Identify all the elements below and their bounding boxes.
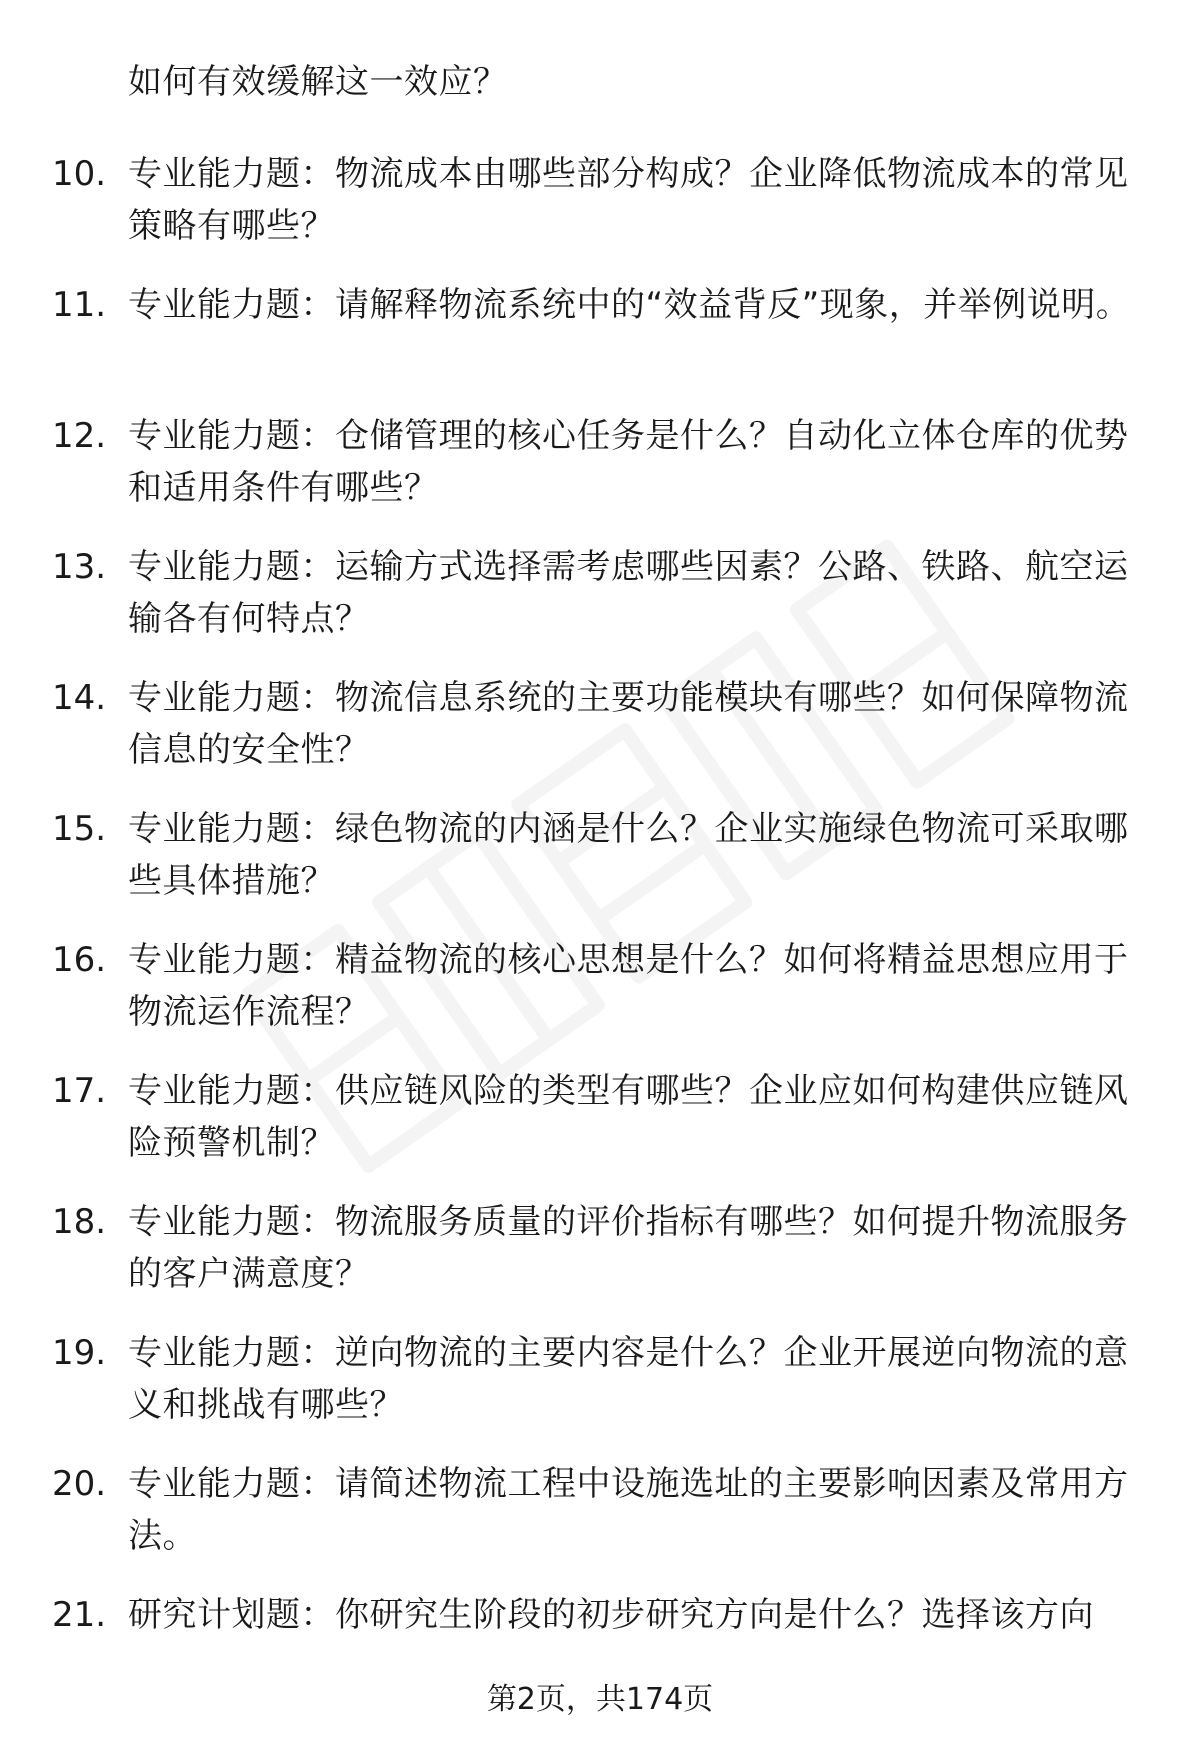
question-item [0, 934, 1200, 1065]
question-number: 13. [52, 547, 107, 587]
question-text: 研究计划题：你研究生阶段的初步研究方向是什么？选择该方向 [128, 1595, 1094, 1635]
question-text: 专业能力题：请简述物流工程中设施选址的主要影响因素及常用方法。 [128, 1464, 1129, 1556]
question-number: 21. [52, 1595, 107, 1635]
question-number: 18. [52, 1202, 107, 1242]
question-item [0, 1458, 1200, 1589]
question-item [0, 803, 1200, 934]
question-item [0, 1327, 1200, 1458]
question-number: 17. [52, 1071, 107, 1111]
question-item [0, 541, 1200, 672]
question-text: 专业能力题：请解释物流系统中的“效益背反”现象，并举例说明。 [128, 285, 1131, 325]
question-number: 11. [52, 285, 107, 325]
question-list [0, 148, 1200, 1720]
question-text: 专业能力题：运输方式选择需考虑哪些因素？公路、铁路、航空运输各有何特点？ [128, 547, 1129, 639]
question-item [0, 1065, 1200, 1196]
page-number-label: 第2页，共174页 [486, 1682, 714, 1717]
question-text: 专业能力题：物流信息系统的主要功能模块有哪些？如何保障物流信息的安全性？ [128, 678, 1129, 770]
question-text: 专业能力题：物流服务质量的评价指标有哪些？如何提升物流服务的客户满意度？ [128, 1202, 1129, 1294]
question-item [0, 410, 1200, 541]
question-number: 10. [52, 154, 107, 194]
question-text: 专业能力题：精益物流的核心思想是什么？如何将精益思想应用于物流运作流程？ [128, 940, 1129, 1032]
question-text: 专业能力题：供应链风险的类型有哪些？企业应如何构建供应链风险预警机制？ [128, 1071, 1129, 1163]
question-number: 14. [52, 678, 107, 718]
question-item [0, 672, 1200, 803]
question-text: 专业能力题：物流成本由哪些部分构成？企业降低物流成本的常见策略有哪些？ [128, 154, 1129, 246]
question-text: 专业能力题：绿色物流的内涵是什么？企业实施绿色物流可采取哪些具体措施？ [128, 809, 1129, 901]
question-number: 20. [52, 1464, 107, 1504]
question-text: 专业能力题：仓储管理的核心任务是什么？自动化立体仓库的优势和适用条件有哪些？ [128, 416, 1129, 508]
continuation-line: 如何有效缓解这一效应？ [128, 62, 508, 102]
question-text: 专业能力题：逆向物流的主要内容是什么？企业开展逆向物流的意义和挑战有哪些？ [128, 1333, 1129, 1425]
question-number: 16. [52, 940, 107, 980]
question-number: 12. [52, 416, 107, 456]
question-item [0, 148, 1200, 279]
question-number: 19. [52, 1333, 107, 1373]
page-footer [0, 1680, 1200, 1720]
question-item [0, 279, 1200, 410]
question-number: 15. [52, 809, 107, 849]
question-item [0, 1196, 1200, 1327]
